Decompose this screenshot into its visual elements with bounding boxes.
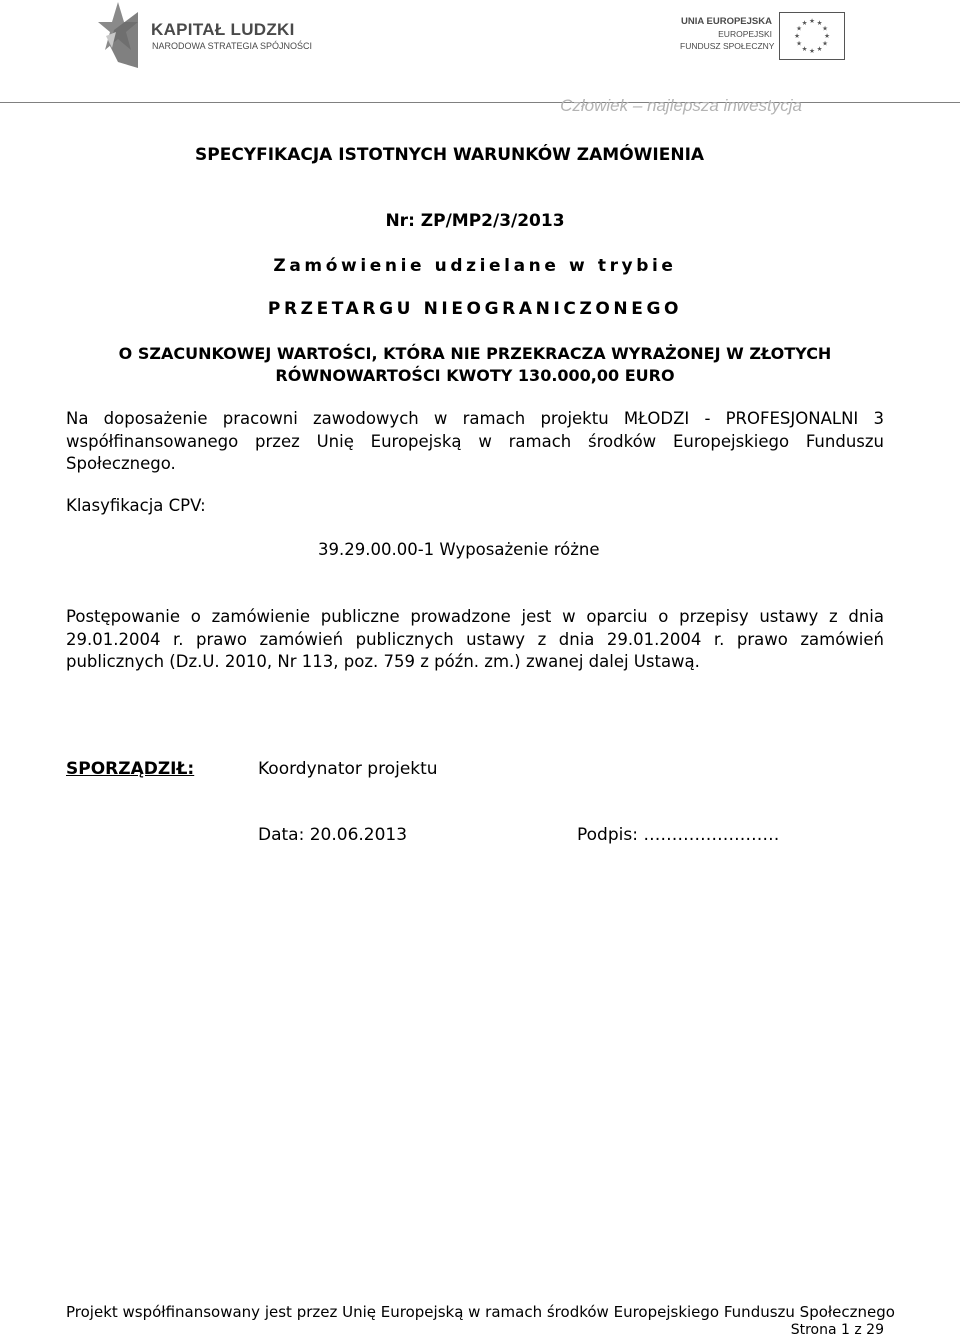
header-motto: Człowiek – najlepsza inwestycja: [560, 96, 802, 115]
footer-note: Projekt współfinansowany jest przez Unię Europejską w ramach środków Europejskiego Funduszu Społecznego: [66, 1303, 895, 1321]
eu-flag-star-icon: ★: [801, 19, 808, 28]
tender-type: PRZETARGU NIEOGRANICZONEGO: [267, 299, 683, 319]
eu-flag-star-icon: ★: [796, 24, 802, 33]
eu-flag-star-icon: ★: [796, 39, 802, 48]
prepared-by-value: Koordynator projektu: [258, 759, 438, 779]
cpv-code: 39.29.00.00-1 Wyposażenie różne: [318, 540, 600, 559]
eu-flag-star-icon: ★: [816, 45, 823, 54]
eu-logo: [680, 12, 850, 62]
eu-flag-icon: [779, 12, 845, 60]
eu-flag-star-icon: ★: [822, 24, 828, 33]
kapital-ludzki-star-icon: [98, 2, 138, 68]
signature-field: Podpis: ……………………: [577, 825, 780, 845]
eu-flag-star-icon: ★: [809, 47, 815, 56]
procurement-subject: Na doposażenie pracowni zawodowych w ramach projektu MŁODZI - PROFESJONALNI 3 współfinansowanego przez Unię Europejską w ramach środków Europejskiego Funduszu Społecznego.: [66, 409, 884, 473]
eu-logo-line2: EUROPEJSKI: [718, 29, 772, 39]
eu-logo-line1: UNIA EUROPEJSKA: [681, 16, 772, 27]
header-divider: [0, 102, 960, 103]
eu-flag-star-icon: ★: [794, 32, 800, 41]
reference-number: Nr: ZP/MP2/3/2013: [385, 211, 565, 231]
legal-basis: Postępowanie o zamówienie publiczne prowadzone jest w oparciu o przepisy ustawy z dnia 29.01.2004 r. prawo zamówień publicznych ustawy z dnia 29.01.2004 r. prawo zamówień publicznych (Dz.U. 2010, Nr 113, poz. 759 z późn. zm.) zwanej dalej Ustawą.: [66, 607, 884, 671]
cpv-label: Klasyfikacja CPV:: [66, 496, 206, 515]
kapital-ludzki-subtitle: NARODOWA STRATEGIA SPÓJNOŚCI: [152, 41, 313, 51]
eu-logo-line3: FUNDUSZ SPOŁECZNY: [680, 41, 775, 51]
document-title: SPECYFIKACJA ISTOTNYCH WARUNKÓW ZAMÓWIENIA: [195, 145, 705, 165]
eu-flag-star-icon: ★: [824, 32, 830, 41]
eu-flag-star-icon: ★: [809, 17, 815, 26]
value-threshold: O SZACUNKOWEJ WARTOŚCI, KTÓRA NIE PRZEKRACZA WYRAŻONEJ W ZŁOTYCH RÓWNOWARTOŚCI KWOTY 130.000,00 EURO: [118, 344, 832, 385]
procedure-mode: Zamówienie udzielane w trybie: [273, 256, 677, 276]
kapital-ludzki-title: KAPITAŁ LUDZKI: [151, 20, 295, 39]
eu-flag-star-icon: ★: [816, 19, 823, 28]
page-counter: Strona 1 z 29: [790, 1322, 884, 1338]
document-date: Data: 20.06.2013: [258, 825, 408, 845]
kapital-ludzki-logo: [98, 2, 313, 68]
eu-flag-star-icon: ★: [822, 39, 828, 48]
prepared-by-label: SPORZĄDZIŁ:: [66, 759, 195, 779]
eu-flag-star-icon: ★: [801, 45, 808, 54]
